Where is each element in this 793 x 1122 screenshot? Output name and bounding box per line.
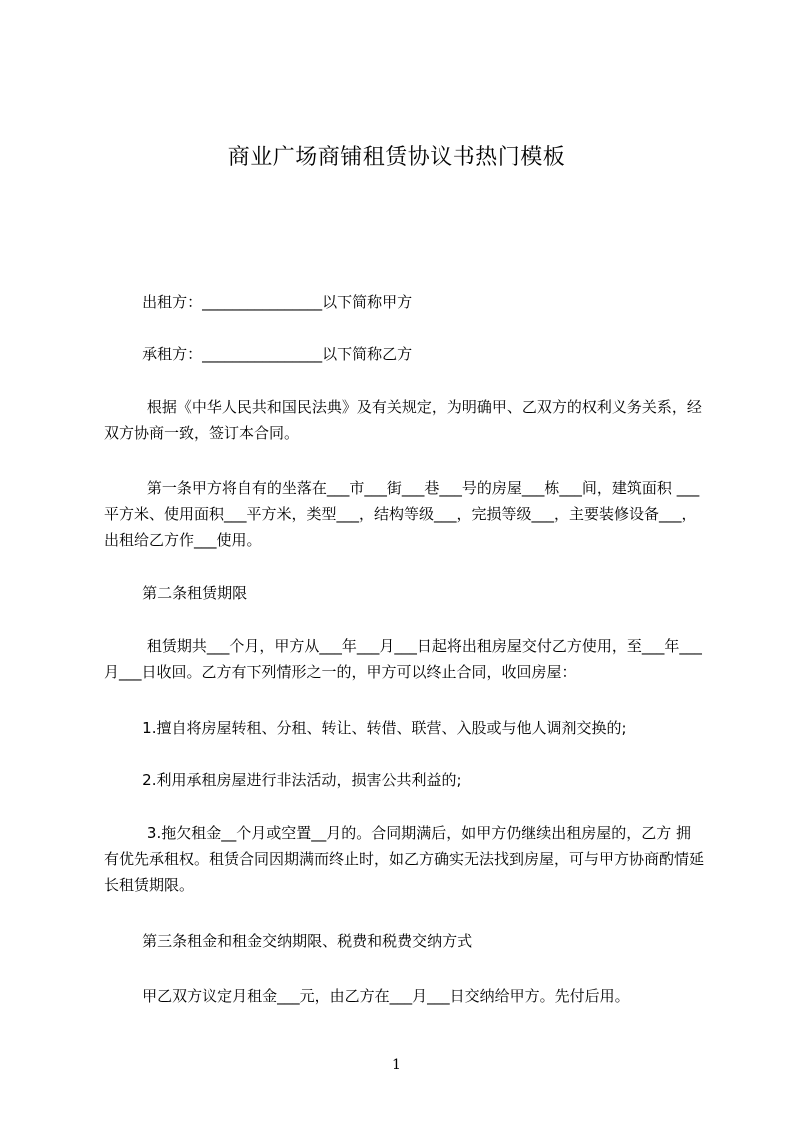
article-3-heading: 第三条租金和租金交纳期限、税费和税费交纳方式 [104,932,473,950]
termination-item-2: 2.利用承租房屋进行非法活动，损害公共利益的; [104,771,462,789]
lessee-line: 承租方：________________以下简称乙方 [104,345,413,363]
lessor-line: 出租方：________________以下简称甲方 [104,293,413,311]
document-title: 商业广场商铺租赁协议书热门模板 [227,145,566,170]
preamble-paragraph: 根据《中华人民共和国民法典》及有关规定，为明确甲、乙双方的权利义务关系，经双方协商一致，签订本合同。 [104,398,702,442]
termination-item-3: 3.拖欠租金__个月或空置__月的。合同期满后，如甲方仍继续出租房屋的，乙方 拥有优先承租权。租赁合同因期满而终止时，如乙方确实无法找到房屋，可与甲方协商酌情延长租赁期限。 [104,824,705,894]
article-1-paragraph: 第一条甲方将自有的坐落在___市___街___巷___号的房屋___栋___间，建筑面积 ___平方米、使用面积___平方米，类型___，结构等级___，完损等级___，主要装修设备___，出租给乙方作___使用。 [104,479,700,549]
article-2-heading: 第二条租赁期限 [104,584,248,602]
lease-term-paragraph: 租赁期共___个月，甲方从___年___月___日起将出租房屋交付乙方使用，至___年___月___日收回。乙方有下列情形之一的，甲方可以终止合同，收回房屋： [104,637,702,681]
page-number: 1 [392,1057,401,1073]
rent-paragraph: 甲乙双方议定月租金___元，由乙方在___月___日交纳给甲方。先付后用。 [104,987,630,1005]
termination-item-1: 1.擅自将房屋转租、分租、转让、转借、联营、入股或与他人调剂交换的; [104,719,627,737]
